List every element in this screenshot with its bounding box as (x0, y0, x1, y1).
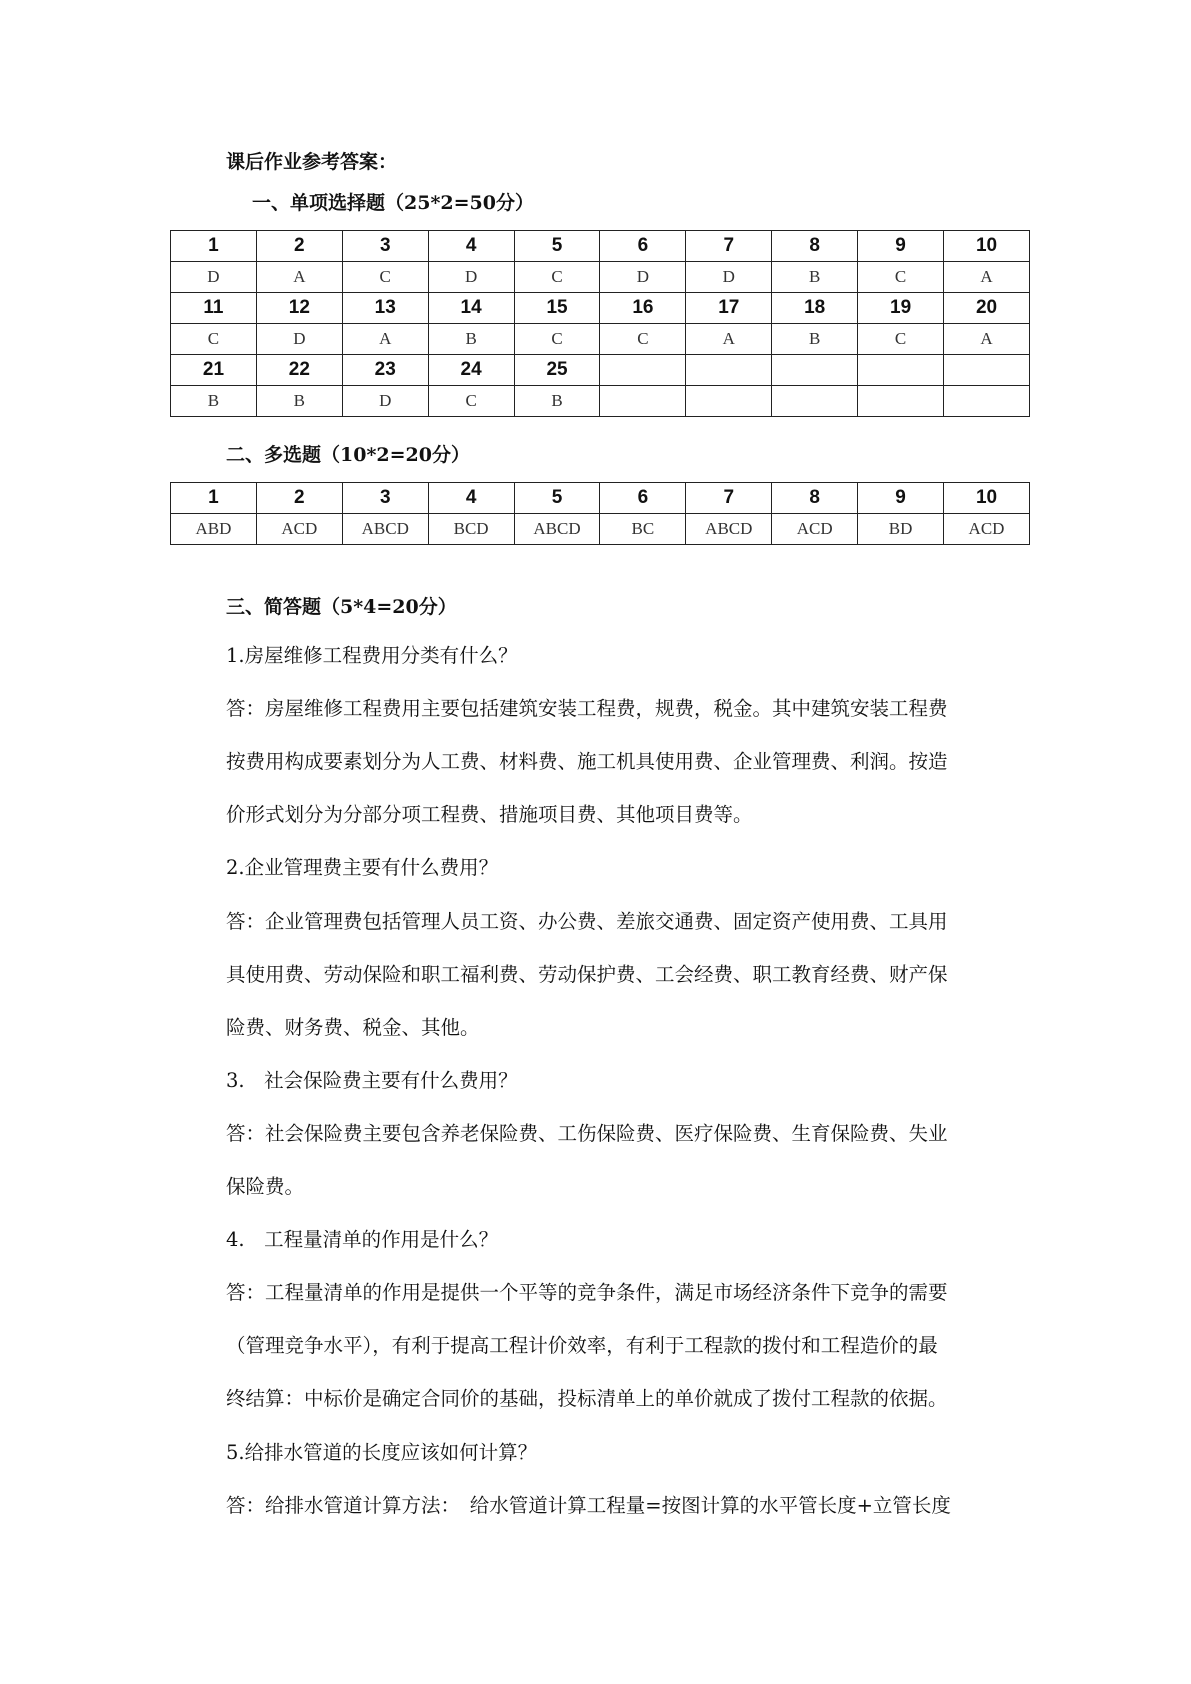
section-title-multi-choice: 二、多选题（10*2=20分） (226, 444, 470, 466)
answer-row (171, 262, 1030, 293)
single-choice-answer-table (170, 230, 1030, 417)
answer-cell: C (600, 324, 686, 355)
question-number-cell: 10 (944, 483, 1030, 514)
answer-cell: D (428, 262, 514, 293)
answer-cell: A (686, 324, 772, 355)
short-answer-line: 答：企业管理费包括管理人员工资、办公费、差旅交通费、固定资产使用费、工具用 (226, 910, 948, 933)
short-answer-line: 1.房屋维修工程费用分类有什么？ (226, 644, 518, 667)
answer-cell: BD (858, 514, 944, 545)
question-number-cell: 21 (171, 355, 257, 386)
question-number-cell (858, 355, 944, 386)
answer-cell: C (858, 324, 944, 355)
answer-cell: BC (600, 514, 686, 545)
question-number-cell: 7 (686, 231, 772, 262)
answer-cell: B (772, 262, 858, 293)
question-number-cell: 19 (858, 293, 944, 324)
short-answer-line: 险费、财务费、税金、其他。 (226, 1016, 480, 1039)
question-number-cell: 9 (858, 483, 944, 514)
short-answer-line: 3. 社会保险费主要有什么费用？ (226, 1069, 518, 1092)
answer-cell: B (772, 324, 858, 355)
question-number-cell: 7 (686, 483, 772, 514)
section-title-short-answer: 三、简答题（5*4=20分） (226, 596, 457, 618)
answer-cell (686, 386, 772, 417)
answer-cell: B (514, 386, 600, 417)
question-number-cell: 8 (772, 483, 858, 514)
question-number-cell: 9 (858, 231, 944, 262)
question-number-cell: 13 (342, 293, 428, 324)
answer-cell: A (256, 262, 342, 293)
answer-cell (858, 386, 944, 417)
answer-cell: ACD (772, 514, 858, 545)
short-answer-line: 终结算：中标价是确定合同价的基础，投标清单上的单价就成了拨付工程款的依据。 (226, 1387, 948, 1410)
question-number-cell: 14 (428, 293, 514, 324)
question-number-cell: 22 (256, 355, 342, 386)
answer-cell: C (514, 324, 600, 355)
answer-row (171, 324, 1030, 355)
answer-cell: D (686, 262, 772, 293)
short-answer-line: 具使用费、劳动保险和职工福利费、劳动保护费、工会经费、职工教育经费、财产保 (226, 963, 948, 986)
question-number-cell: 1 (171, 483, 257, 514)
question-number-cell: 23 (342, 355, 428, 386)
answer-cell: A (944, 324, 1030, 355)
question-number-cell: 5 (514, 231, 600, 262)
answer-cell: C (514, 262, 600, 293)
multi-choice-answer-table (170, 482, 1030, 545)
answer-cell: B (171, 386, 257, 417)
short-answer-line: 答：工程量清单的作用是提供一个平等的竞争条件，满足市场经济条件下竞争的需要 (226, 1281, 948, 1304)
question-number-cell: 4 (428, 231, 514, 262)
answer-cell: B (256, 386, 342, 417)
answer-cell: D (342, 386, 428, 417)
answer-cell: ABCD (342, 514, 428, 545)
answer-cell (944, 386, 1030, 417)
question-number-cell: 2 (256, 231, 342, 262)
answer-cell (772, 386, 858, 417)
page-title: 课后作业参考答案： (226, 151, 398, 173)
answer-cell: ACD (256, 514, 342, 545)
short-answer-line: 答：给排水管道计算方法： 给水管道计算工程量=按图计算的水平管长度+立管长度 (226, 1494, 951, 1517)
question-number-cell (686, 355, 772, 386)
question-number-cell: 12 (256, 293, 342, 324)
question-number-row (171, 293, 1030, 324)
short-answer-line: 价形式划分为分部分项工程费、措施项目费、其他项目费等。 (226, 803, 753, 826)
answer-cell: ABD (171, 514, 257, 545)
section-title-single-choice: 一、单项选择题（25*2=50分） (252, 192, 534, 214)
question-number-cell (944, 355, 1030, 386)
question-number-cell: 17 (686, 293, 772, 324)
short-answer-line: 答：社会保险费主要包含养老保险费、工伤保险费、医疗保险费、生育保险费、失业 (226, 1122, 948, 1145)
answer-cell: ACD (944, 514, 1030, 545)
short-answer-line: 保险费。 (226, 1175, 305, 1198)
answer-cell: C (858, 262, 944, 293)
question-number-cell: 1 (171, 231, 257, 262)
question-number-cell: 3 (342, 231, 428, 262)
question-number-cell (772, 355, 858, 386)
question-number-cell: 6 (600, 231, 686, 262)
question-number-cell: 11 (171, 293, 257, 324)
question-number-cell: 10 (944, 231, 1030, 262)
answer-cell: BCD (428, 514, 514, 545)
question-number-cell: 8 (772, 231, 858, 262)
question-number-cell: 18 (772, 293, 858, 324)
answer-cell: ABCD (514, 514, 600, 545)
answer-cell: C (428, 386, 514, 417)
question-number-row (171, 483, 1030, 514)
question-number-cell: 24 (428, 355, 514, 386)
answer-cell: D (256, 324, 342, 355)
question-number-cell: 2 (256, 483, 342, 514)
question-number-cell: 6 (600, 483, 686, 514)
short-answer-line: 4. 工程量清单的作用是什么？ (226, 1228, 499, 1251)
short-answer-line: （管理竞争水平），有利于提高工程计价效率，有利于工程款的拨付和工程造价的最 (226, 1334, 938, 1357)
answer-cell: A (342, 324, 428, 355)
answer-row (171, 386, 1030, 417)
question-number-row (171, 231, 1030, 262)
question-number-cell: 4 (428, 483, 514, 514)
short-answer-line: 答：房屋维修工程费用主要包括建筑安装工程费，规费，税金。其中建筑安装工程费 (226, 697, 948, 720)
question-number-cell (600, 355, 686, 386)
answer-cell: B (428, 324, 514, 355)
answer-cell: C (171, 324, 257, 355)
answer-cell: A (944, 262, 1030, 293)
short-answer-line: 按费用构成要素划分为人工费、材料费、施工机具使用费、企业管理费、利润。按造 (226, 750, 948, 773)
question-number-cell: 3 (342, 483, 428, 514)
answer-cell: D (600, 262, 686, 293)
question-number-cell: 5 (514, 483, 600, 514)
answer-cell: ABCD (686, 514, 772, 545)
answer-cell (600, 386, 686, 417)
question-number-cell: 15 (514, 293, 600, 324)
question-number-cell: 25 (514, 355, 600, 386)
short-answer-line: 5.给排水管道的长度应该如何计算？ (226, 1441, 538, 1464)
answer-cell: D (171, 262, 257, 293)
answer-cell: C (342, 262, 428, 293)
question-number-row (171, 355, 1030, 386)
answer-row (171, 514, 1030, 545)
question-number-cell: 20 (944, 293, 1030, 324)
short-answer-line: 2.企业管理费主要有什么费用？ (226, 856, 499, 879)
question-number-cell: 16 (600, 293, 686, 324)
